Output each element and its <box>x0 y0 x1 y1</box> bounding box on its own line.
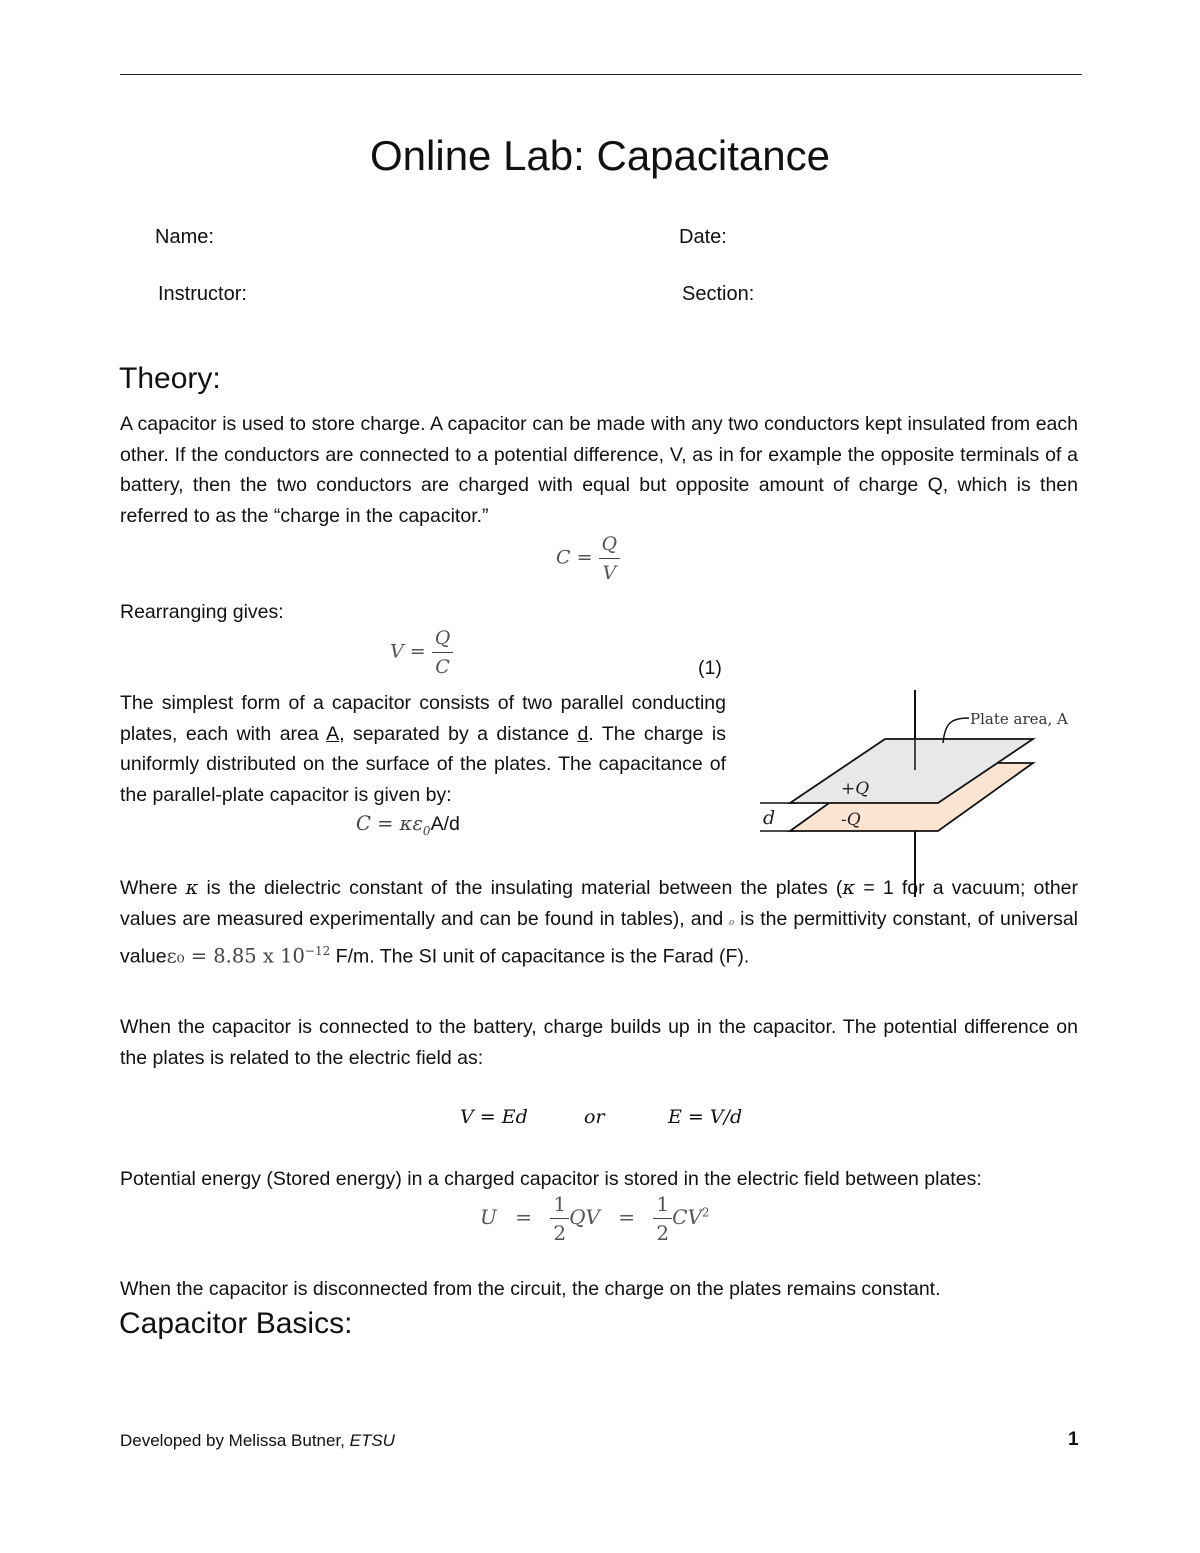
minus-q-label: -Q <box>841 810 861 830</box>
eq-u-lhs: U <box>480 1205 497 1229</box>
parallel-plate-text <box>120 688 726 810</box>
eq-c-fraction <box>599 530 621 587</box>
epsilon-zero: ₀ <box>729 913 735 928</box>
eq-v-fraction <box>432 624 454 681</box>
kappa-symbol-2: κ <box>842 876 856 899</box>
eq-cap-rhs: A/d <box>430 813 460 835</box>
where-4: is the permittivity constant, of universal value <box>120 907 1079 968</box>
field-text: When the capacitor is connected to the battery, charge builds up in the capacitor. The potential difference on the plates is related to the electric field as: <box>120 1016 1078 1069</box>
eq-u-half-den: 2 <box>553 1221 567 1245</box>
eq-c-numerator: Q <box>599 530 621 559</box>
header-rule <box>120 74 1082 75</box>
theory-intro: A capacitor is used to store charge. A capacitor can be made with any two conductors kept insulated from each other. If the conductors are connected to a potential difference, V, as in for example the opposite terminals of a battery, then the two conductors are charged with equal but opposite amount of charge Q, which is then referred to as the “charge in the capacitor.” <box>120 413 1078 527</box>
equation-number: (1) <box>698 657 722 679</box>
eq-u-square: 2 <box>701 1205 710 1220</box>
energy-equation <box>480 1190 710 1247</box>
eq-u-qv: QV <box>569 1205 600 1229</box>
evd-equation: E = V/d <box>668 1106 743 1128</box>
kappa-symbol: κ <box>185 876 199 899</box>
page-title: Online Lab: Capacitance <box>370 132 830 179</box>
parallel-plate-diagram <box>755 685 1085 900</box>
date-label: Date: <box>679 226 727 248</box>
rearranging-text: Rearranging gives: <box>120 601 284 623</box>
plates-area: A <box>326 722 340 745</box>
parallel-plate-equation <box>356 812 460 838</box>
eq-c-lhs: C = <box>556 546 593 569</box>
eq-u-half-2 <box>653 1190 672 1247</box>
ved-equation: V = Ed <box>460 1106 528 1128</box>
disconnect-text: When the capacitor is disconnected from the circuit, the charge on the plates remains constant. <box>120 1278 941 1300</box>
eq-cap-sub: 0 <box>422 823 431 838</box>
plates-text-1: The simplest form of a capacitor consists of two parallel conducting plates, each with area <box>120 692 726 745</box>
section-label: Section: <box>682 283 755 305</box>
eq-u-equals: = <box>515 1205 532 1229</box>
footer-credit <box>120 1431 395 1451</box>
theory-heading: Theory: <box>119 362 221 395</box>
eq-u-half-num-2: 1 <box>653 1190 672 1219</box>
eq-c-denominator: V <box>602 562 617 584</box>
footer-credit-org: ETSU <box>349 1431 395 1450</box>
capacitor-basics-heading: Capacitor Basics: <box>119 1307 353 1340</box>
name-label: Name: <box>155 226 214 248</box>
eq-v-numerator: Q <box>432 624 454 653</box>
voltage-equation <box>390 624 453 681</box>
footer-credit-prefix: Developed by Melissa Butner, <box>120 1431 350 1450</box>
page-number: 1 <box>1068 1429 1079 1450</box>
eq-v-denominator: C <box>435 656 450 678</box>
epsilon-value: ε₀ = 8.85 x 10 <box>166 944 305 968</box>
plate-area-label: Plate area, A <box>970 710 1068 728</box>
plus-q-label: +Q <box>841 779 870 799</box>
where-3: = 1 for a vacuum; other values are measured experimentally and can be found in tables), and <box>120 877 1079 930</box>
where-1: Where <box>120 877 186 899</box>
eq-u-half-1 <box>550 1190 569 1247</box>
eq-u-cv: CV <box>672 1205 702 1229</box>
capacitance-equation <box>556 530 620 587</box>
plates-text-2: , separated by a distance <box>339 722 578 745</box>
eq-u-half-num: 1 <box>550 1190 569 1219</box>
plates-distance: d <box>577 722 589 745</box>
instructor-label: Instructor: <box>158 283 247 305</box>
where-2: is the dielectric constant of the insulating material between the plates ( <box>198 877 843 899</box>
eq-u-equals-2: = <box>618 1205 636 1229</box>
d-label: d <box>763 807 776 829</box>
epsilon-exponent: −12 <box>304 944 331 959</box>
eq-v-lhs: V = <box>390 640 426 663</box>
eq-cap-lhs: C = κε <box>356 812 423 835</box>
energy-text: Potential energy (Stored energy) in a charged capacitor is stored in the electric field between plates: <box>120 1168 982 1190</box>
where-5: F/m. The SI unit of capacitance is the Farad (F). <box>330 945 750 968</box>
eq-u-half-den-2: 2 <box>656 1221 670 1245</box>
or-text: or <box>584 1106 605 1128</box>
plates-text-3: . The charge is uniformly distributed on the surface of the plates. The capacitance of the parallel-plate capacitor is given by: <box>120 722 727 806</box>
